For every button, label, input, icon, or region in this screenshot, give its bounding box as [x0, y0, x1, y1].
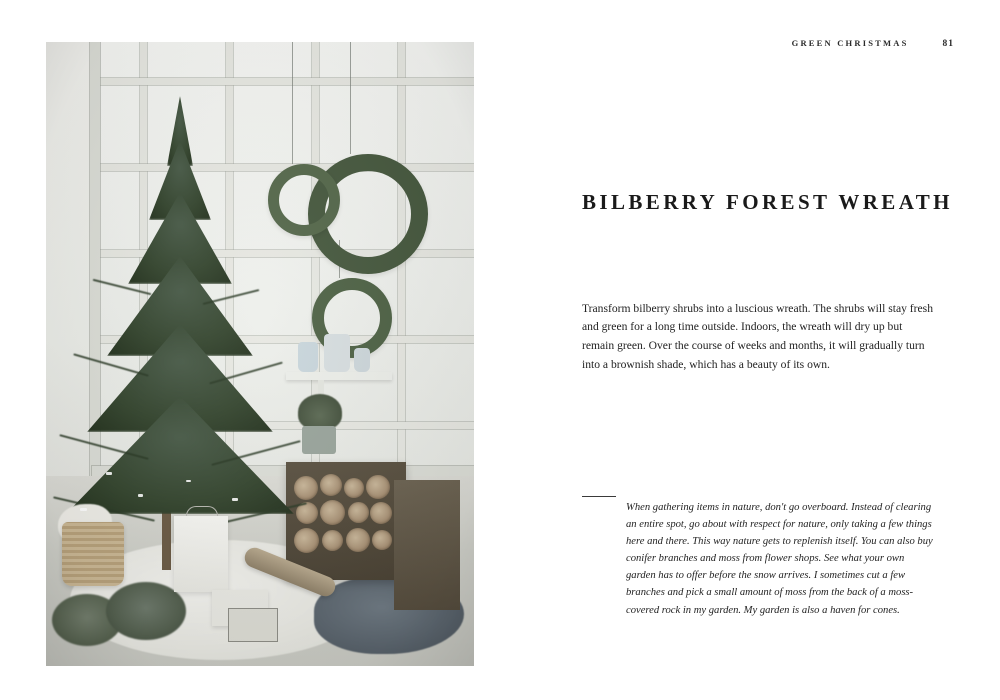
firewood-stack — [292, 472, 400, 572]
paper-gift-bag — [174, 516, 228, 592]
sidebar-note — [582, 488, 934, 629]
vase — [324, 334, 350, 372]
christmas-tree — [52, 96, 308, 566]
gift-box — [228, 608, 278, 642]
woven-basket — [62, 522, 124, 586]
page-title: BILBERRY FOREST WREATH — [582, 190, 953, 215]
chapter-photograph — [46, 42, 474, 666]
note-rule — [582, 496, 616, 497]
wooden-crate-side — [394, 480, 460, 610]
vase — [354, 348, 370, 372]
photo-canvas — [46, 42, 474, 666]
running-head — [792, 38, 954, 49]
page-number: 81 — [942, 39, 954, 49]
intro-paragraph: Transform bilberry shrubs into a luscious wreath. The shrubs will stay fresh and green for a long time outside. Indoors, the wreath will dry up but remain green. Over the course of weeks and months, it will gradually turn into a brownish shade, which has a beauty of its own. — [582, 301, 933, 371]
wreath-hanging-string — [350, 42, 351, 154]
note-text: When gathering items in nature, don't go overboard. Instead of clearing an entire spot, go about with respect for nature, only taking a few things here and there. This way nature gets to replenish itself. You can also buy conifer branches and moss from flower shops. See what your own garden has to offer before the snow arrives. I sometimes cut a few branches and pick a small amount of moss from the back of a moss-covered rock in my garden. My garden is also a haven for cones. — [626, 501, 933, 616]
chapter-name: GREEN CHRISTMAS — [791, 38, 909, 48]
